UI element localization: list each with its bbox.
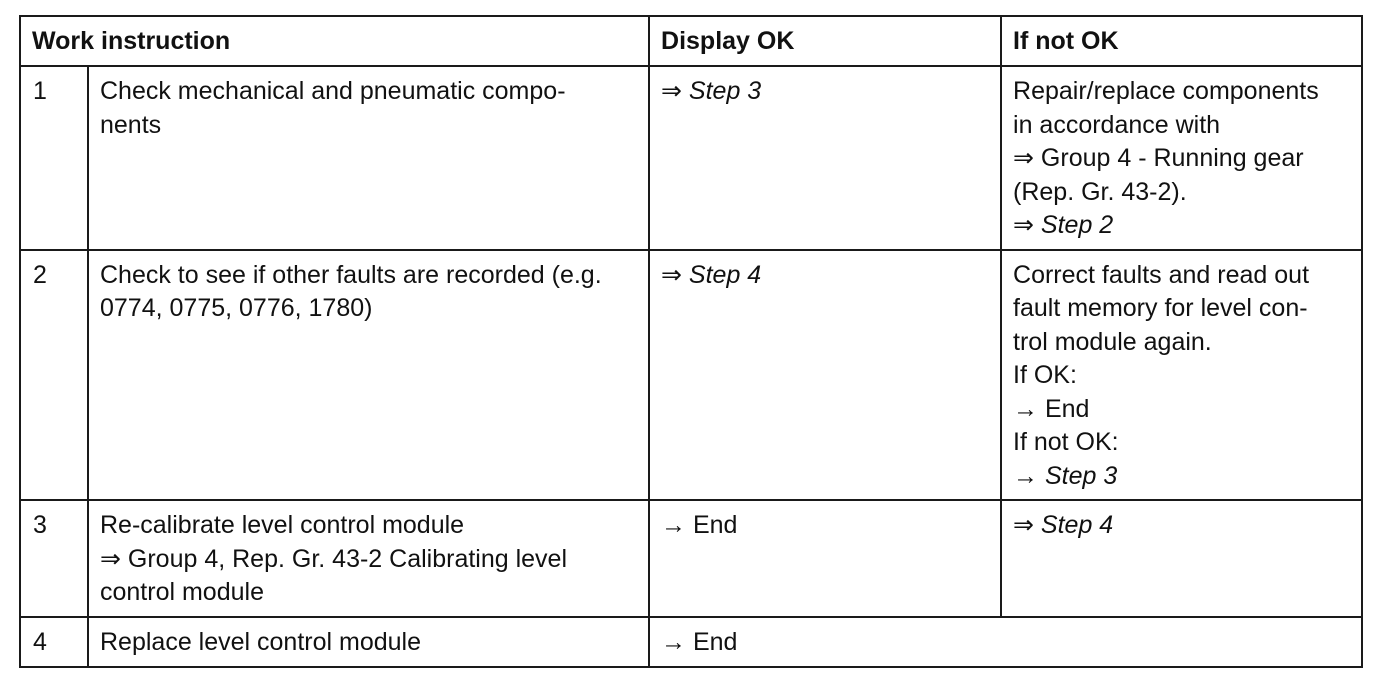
instruction-line: Re-calibrate level control module [100, 511, 465, 539]
double-arrow-icon: ⇒ [661, 77, 682, 105]
if-not-ok-line-text: Step 4 [1040, 511, 1114, 539]
double-arrow-icon: ⇒ [1013, 144, 1034, 172]
if-not-ok-line-text: Group 4 - Running gear [1040, 144, 1304, 172]
instruction-cell [88, 500, 649, 617]
arrow-right-icon: → [661, 628, 687, 656]
if-not-ok-line-text: End [1044, 394, 1090, 423]
display-ok-cell [649, 250, 1001, 501]
if-not-ok-line: in accordance with [1013, 110, 1221, 139]
display-ok-cell [649, 617, 1362, 667]
if-not-ok-line: If not OK: [1013, 428, 1119, 456]
if-not-ok-line [1013, 509, 1351, 543]
if-not-ok-line-text: Step 2 [1040, 211, 1114, 239]
if-not-ok-cell [1001, 500, 1362, 617]
step-number: 2 [20, 250, 88, 501]
arrow-right-icon: → [661, 511, 687, 539]
arrow-right-icon: → [1013, 461, 1039, 490]
double-arrow-icon: ⇒ [661, 260, 682, 289]
if-not-ok-line [1013, 460, 1351, 494]
if-not-ok-line [1013, 142, 1351, 176]
instruction-line: Group 4, Rep. Gr. 43-2 Calibrating level control module [100, 544, 568, 606]
if-not-ok-cell [1001, 66, 1362, 250]
double-arrow-icon: ⇒ [100, 544, 121, 573]
if-not-ok-line [1013, 393, 1351, 427]
if-not-ok-line: Repair/replace components [1013, 77, 1319, 105]
if-not-ok-line [1013, 209, 1351, 243]
table-row [20, 617, 1362, 667]
step-number: 3 [20, 500, 88, 617]
display-ok-cell [649, 66, 1001, 250]
table-header-row [20, 16, 1362, 66]
if-not-ok-line: trol module again. [1013, 327, 1212, 356]
instruction-cell: Check to see if other faults are recorded (e.g. 0774, 0775, 0776, 1780) [88, 250, 649, 501]
display-ok-text: End [692, 628, 738, 656]
header-if-not-ok: If not OK [1001, 16, 1362, 66]
table-row [20, 500, 1362, 617]
if-not-ok-line: (Rep. Gr. 43-2). [1013, 177, 1187, 206]
step-number: 4 [20, 617, 88, 667]
if-not-ok-line: fault memory for level con- [1013, 294, 1308, 322]
instruction-cell: Replace level control module [88, 617, 649, 667]
display-ok-text: Step 3 [688, 77, 762, 105]
if-not-ok-cell [1001, 250, 1362, 501]
header-work-instruction: Work instruction [20, 16, 649, 66]
if-not-ok-line-text: Step 3 [1044, 461, 1118, 490]
display-ok-text: Step 4 [688, 260, 762, 289]
display-ok-cell [649, 500, 1001, 617]
step-number: 1 [20, 66, 88, 250]
table-row [20, 250, 1362, 501]
header-display-ok: Display OK [649, 16, 1001, 66]
work-instruction-table [19, 15, 1363, 668]
display-ok-text: End [692, 511, 738, 539]
if-not-ok-line: If OK: [1013, 361, 1077, 389]
if-not-ok-line: Correct faults and read out [1013, 260, 1310, 289]
double-arrow-icon: ⇒ [1013, 511, 1034, 539]
instruction-cell: Check mechanical and pneumatic compo- nents [88, 66, 649, 250]
arrow-right-icon: → [1013, 394, 1039, 423]
table-row [20, 66, 1362, 250]
double-arrow-icon: ⇒ [1013, 211, 1034, 239]
